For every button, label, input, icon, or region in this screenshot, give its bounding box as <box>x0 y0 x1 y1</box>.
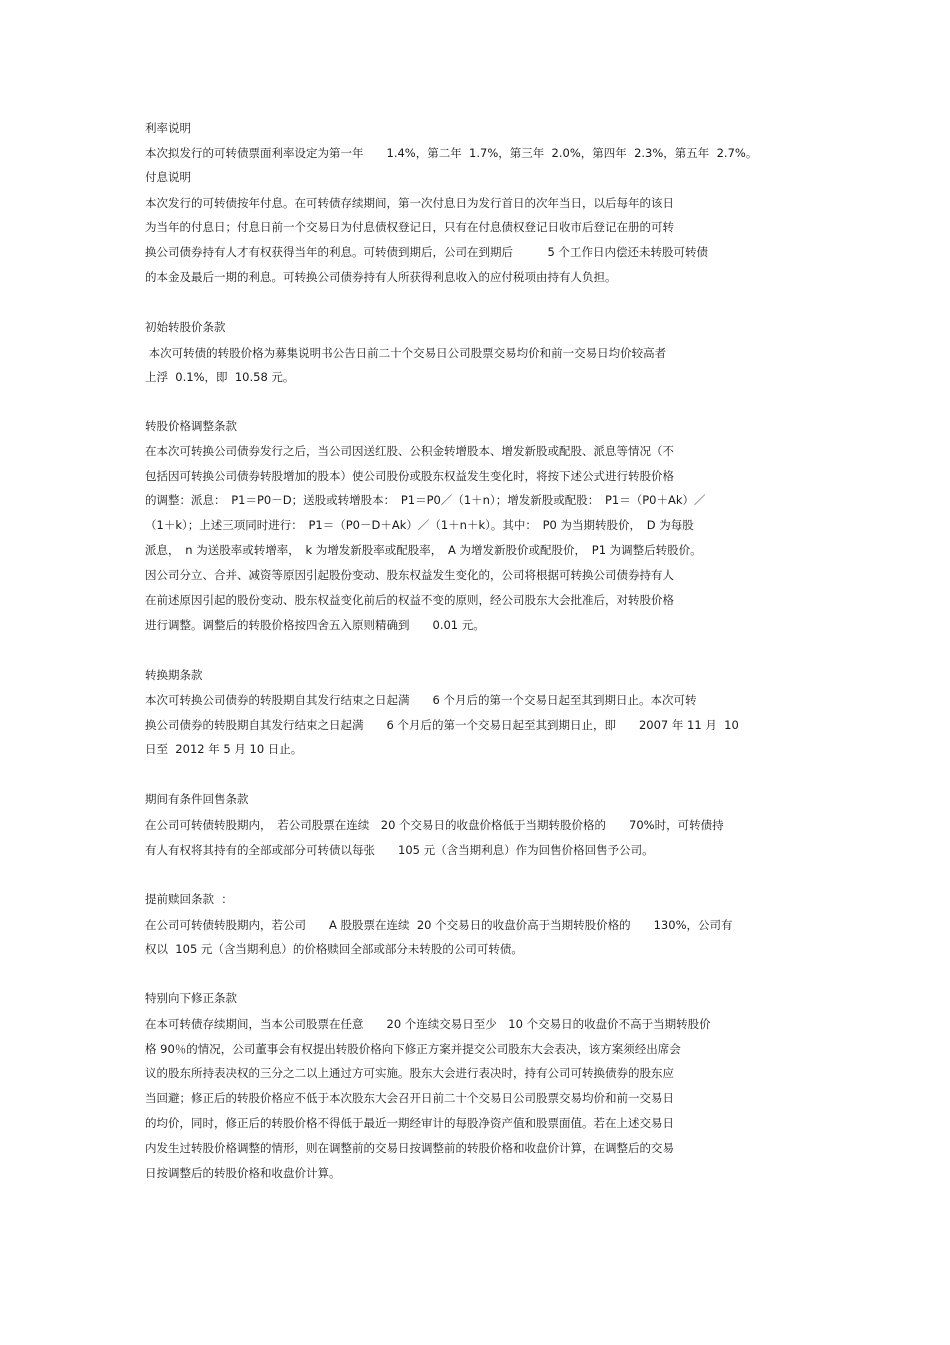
paragraph-line: 的调整：派息： P1＝P0－D；送股或转增股本： P1＝P0／（1＋n）；增发新股或配股： P1＝（P0＋Ak）／ <box>145 493 706 507</box>
section-title-early-redemption: 提前赎回条款 ： <box>145 892 233 906</box>
paragraph-line: 进行调整。调整后的转股价格按四舍五入原则精确到 0.01 元。 <box>145 618 485 632</box>
paragraph-line: 有人有权将其持有的全部或部分可转债以每张 105 元（含当期利息）作为回售价格回售予公司。 <box>145 843 654 857</box>
section-title-interest-rate: 利率说明 <box>145 121 191 135</box>
paragraph-line: 内发生过转股价格调整的情形，则在调整前的交易日按调整前的转股价格和收盘价计算，在调整后的交易 <box>145 1141 674 1155</box>
paragraph-line: 议的股东所持表决权的三分之二以上通过方可实施。股东大会进行表决时，持有公司可转换债券的股东应 <box>145 1066 674 1080</box>
paragraph-line: 派息， n 为送股率或转增率， k 为增发新股率或配股率， A 为增发新股价或配股价， P1 为调整后转股价。 <box>145 543 702 557</box>
paragraph-line: 为当年的付息日；付息日前一个交易日为付息债权登记日，只有在付息债权登记日收市后登记在册的可转 <box>145 220 674 234</box>
paragraph-line: 换公司债券持有人才有权获得当年的利息。可转债到期后，公司在到期后 5 个工作日内偿还未转股可转债 <box>145 245 708 259</box>
paragraph-line: 在公司可转债转股期内，若公司 A 股股票在连续 20 个交易日的收盘价高于当期转股价格的 130%，公司有 <box>145 918 733 932</box>
paragraph-line: 的均价，同时，修正后的转股价格不得低于最近一期经审计的每股净资产值和股票面值。若在上述交易日 <box>145 1116 674 1130</box>
section-title-downward-revision: 特别向下修正条款 <box>145 991 237 1005</box>
paragraph-line: 本次可转债的转股价格为募集说明书公告日前二十个交易日公司股票交易均价和前一交易日均价较高者 <box>145 346 667 360</box>
paragraph-line: 在前述原因引起的股份变动、股东权益变化前后的权益不变的原则，经公司股东大会批准后，对转股价格 <box>145 593 674 607</box>
paragraph-line: 换公司债券的转股期自其发行结束之日起满 6 个月后的第一个交易日起至其到期日止，即 2007 年 11 月 10 <box>145 718 739 732</box>
section-title-price-adjustment: 转股价格调整条款 <box>145 419 237 433</box>
paragraph-line: 本次拟发行的可转债票面利率设定为第一年 1.4%，第二年 1.7%，第三年 2.0%，第四年 2.3%，第五年 2.7%。 <box>145 146 758 160</box>
paragraph-line: 权以 105 元（含当期利息）的价格赎回全部或部分未转股的公司可转债。 <box>145 942 523 956</box>
paragraph-line: 包括因可转换公司债券转股增加的股本）使公司股份或股东权益发生变化时，将按下述公式进行转股价格 <box>145 469 674 483</box>
paragraph-line: 的本金及最后一期的利息。可转换公司债券持有人所获得利息收入的应付税项由持有人负担。 <box>145 270 617 284</box>
section-title-conversion-period: 转换期条款 <box>145 668 203 682</box>
paragraph-line: 因公司分立、合并、减资等原因引起股份变动、股东权益发生变化的，公司将根据可转换公司债券持有人 <box>145 568 674 582</box>
paragraph-line: 上浮 0.1%，即 10.58 元。 <box>145 370 295 384</box>
paragraph-line: 在本次可转换公司债券发行之后，当公司因送红股、公积金转增股本、增发新股或配股、派息等情况（不 <box>145 444 674 458</box>
paragraph-line: 本次可转换公司债券的转股期自其发行结束之日起满 6 个月后的第一个交易日起至其到期日止。本次可转 <box>145 693 697 707</box>
paragraph-line: 在本可转债存续期间，当本公司股票在任意 20 个连续交易日至少 10 个交易日的收盘价不高于当期转股价 <box>145 1017 711 1031</box>
section-title-interest-payment: 付息说明 <box>145 170 191 184</box>
paragraph-line: 当回避；修正后的转股价格应不低于本次股东大会召开日前二十个交易日公司股票交易均价和前一交易日 <box>145 1091 674 1105</box>
paragraph-line: 格 90％的情况，公司董事会有权提出转股价格向下修正方案并提交公司股东大会表决，该方案须经出席会 <box>145 1042 681 1056</box>
paragraph-line: 本次发行的可转债按年付息。在可转债存续期间，第一次付息日为发行首日的次年当日，以后每年的该日 <box>145 196 674 210</box>
paragraph-line: 在公司可转债转股期内， 若公司股票在连续 20 个交易日的收盘价格低于当期转股价格的 70%时，可转债持 <box>145 818 724 832</box>
paragraph-line: 日按调整后的转股价格和收盘价计算。 <box>145 1166 341 1180</box>
section-title-initial-conversion-price: 初始转股价条款 <box>145 320 226 334</box>
section-title-conditional-putback: 期间有条件回售条款 <box>145 792 249 806</box>
paragraph-line: 日至 2012 年 5 月 10 日止。 <box>145 742 303 756</box>
paragraph-line: （1＋k）；上述三项同时进行： P1＝（P0－D＋Ak）／（1＋n＋k）。其中： P0 为当期转股价， D 为每股 <box>145 518 694 532</box>
